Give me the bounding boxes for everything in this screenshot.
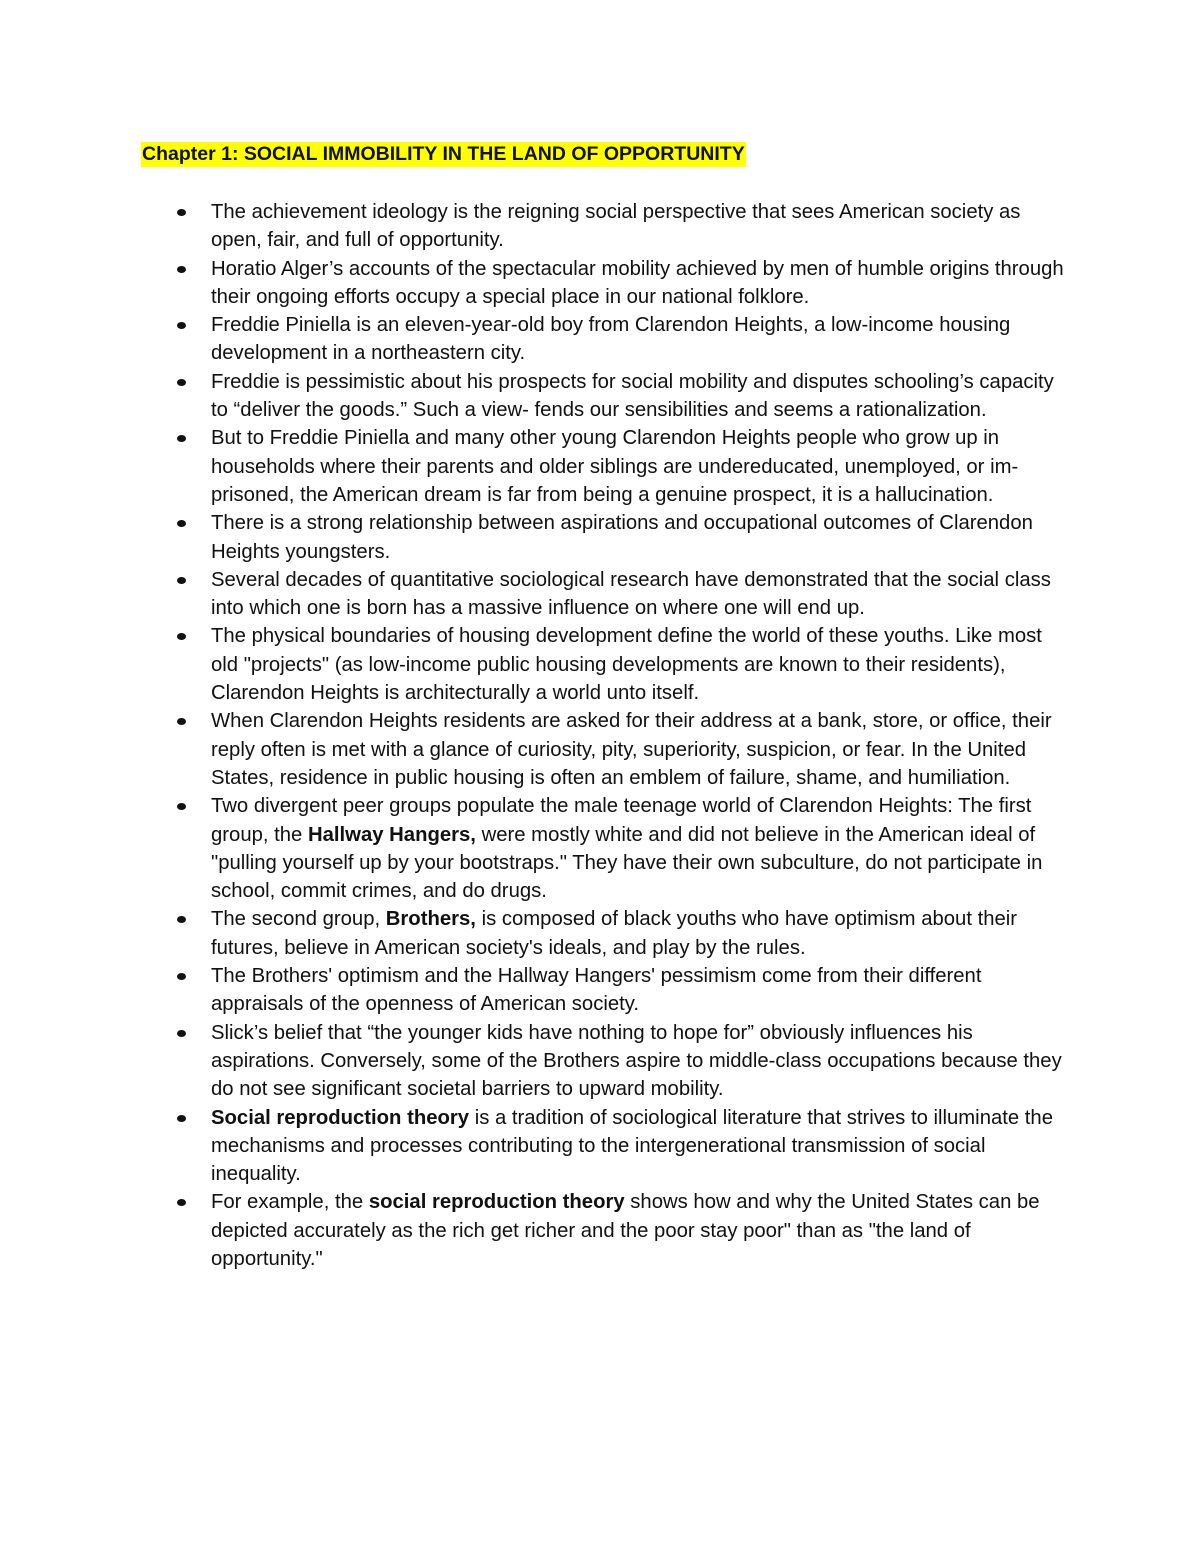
list-item: [0, 792, 1071, 905]
chapter-heading: [141, 141, 746, 167]
bullet-icon: [177, 1199, 186, 1206]
bullet-icon: [177, 803, 186, 810]
list-item-text: There is a strong relationship between aspirations and occupational outcomes of Clarendon Heights youngsters.: [211, 512, 1033, 563]
chapter-heading-text: Chapter 1: SOCIAL IMMOBILITY IN THE LAND OF OPPORTUNITY: [142, 143, 745, 165]
bullet-icon: [177, 520, 186, 527]
list-item: [0, 962, 1071, 1019]
list-item: [0, 311, 1071, 368]
bullet-icon: [177, 916, 186, 923]
list-item-text: Two divergent peer groups populate the male teenage world of Clarendon Heights: The first group, the: [211, 795, 1032, 846]
list-item: [0, 198, 1071, 255]
bullet-icon: [177, 973, 186, 980]
list-item-text: Freddie Piniella is an eleven-year-old boy from Clarendon Heights, a low-income housing development in a northeastern city.: [211, 314, 1011, 365]
bullet-icon: [177, 1115, 186, 1122]
list-item: [0, 255, 1071, 312]
list-item-text: When Clarendon Heights residents are asked for their address at a bank, store, or office, their reply often is met with a glance of curiosity, pity, superiority, suspicion, or fear. In the United States, residence in public housing is often an emblem of failure, shame, and humiliation.: [211, 710, 1052, 789]
list-item: [0, 424, 1071, 509]
list-item-text: The second group,: [211, 908, 386, 931]
list-item-text: For example, the: [211, 1191, 369, 1214]
bullet-icon: [177, 266, 186, 273]
list-item: [0, 368, 1071, 425]
list-item: [0, 566, 1071, 623]
list-item: [0, 905, 1071, 962]
list-item-text: is a tradition of sociological literature that strives to illuminate the mechanisms and processes contributing to the intergenerational transmission of social inequality.: [211, 1106, 1053, 1186]
bullet-icon: [177, 379, 186, 386]
bullet-icon: [177, 209, 186, 216]
bullet-list: [0, 198, 1200, 1273]
list-item: [0, 1019, 1071, 1104]
list-item-text: shows how and why the United States can be depicted accurately as the rich get richer and the poor stay poor" than as "the land of opportunity.": [211, 1191, 1040, 1270]
bullet-icon: [177, 633, 186, 640]
list-item-text: is composed of black youths who have optimism about their futures, believe in American society's ideals, and play by the rules.: [211, 908, 1018, 959]
list-item-text: But to Freddie Piniella and many other young Clarendon Heights people who grow up in households where their parents and older siblings are undereducated, unemployed, or im- prisoned, the American dream is far from being a genuine prospect, it is a hallucination.: [211, 427, 1019, 506]
list-item-text: The Brothers' optimism and the Hallway Hangers' pessimism come from their different appraisals of the openness of American society.: [211, 965, 982, 1016]
term-social-reproduction-theory: social reproduction theory: [368, 1191, 625, 1214]
list-item: [0, 622, 1071, 707]
term-hallway-hangers: Hallway Hangers,: [307, 823, 476, 846]
list-item-text: The achievement ideology is the reigning social perspective that sees American society as open, fair, and full of opportunity.: [211, 201, 1021, 252]
list-item-text: Horatio Alger’s accounts of the spectacular mobility achieved by men of humble origins through their ongoing efforts occupy a special place in our national folklore.: [211, 257, 1064, 308]
list-item: [0, 1188, 1071, 1273]
list-item: [0, 509, 1071, 566]
bullet-icon: [177, 577, 186, 584]
list-item-text: Several decades of quantitative sociological research have demonstrated that the social class into which one is born has a massive influence on where one will end up.: [211, 568, 1051, 620]
bullet-icon: [177, 1030, 186, 1037]
list-item-text: Freddie is pessimistic about his prospects for social mobility and disputes schooling’s capacity to “deliver the goods.” Such a view- fends our sensibilities and seems a rationalization.: [211, 370, 1054, 422]
list-item-text: Slick’s belief that “the younger kids have nothing to hope for” obviously influences his aspirations. Conversely, some of the Brothers aspire to middle-class occupations because they do not see significant societal barriers to upward mobility.: [211, 1021, 1062, 1101]
list-item: [0, 1104, 1071, 1189]
bullet-icon: [177, 435, 186, 442]
list-item: [0, 707, 1071, 792]
bullet-icon: [177, 718, 186, 725]
list-item-text: were mostly white and did not believe in the American ideal of "pulling yourself up by your bootstraps." They have their own subculture, do not participate in school, commit crimes, and do drugs.: [211, 823, 1043, 903]
term-brothers: Brothers,: [385, 908, 476, 931]
term-social-reproduction-theory: Social reproduction theory: [211, 1106, 470, 1129]
list-item-text: The physical boundaries of housing development define the world of these youths. Like most old "projects" (as low-income public housing developments are known to their residents), Clarendon Heights is architecturally a world unto itself.: [211, 625, 1042, 705]
bullet-icon: [177, 322, 186, 329]
